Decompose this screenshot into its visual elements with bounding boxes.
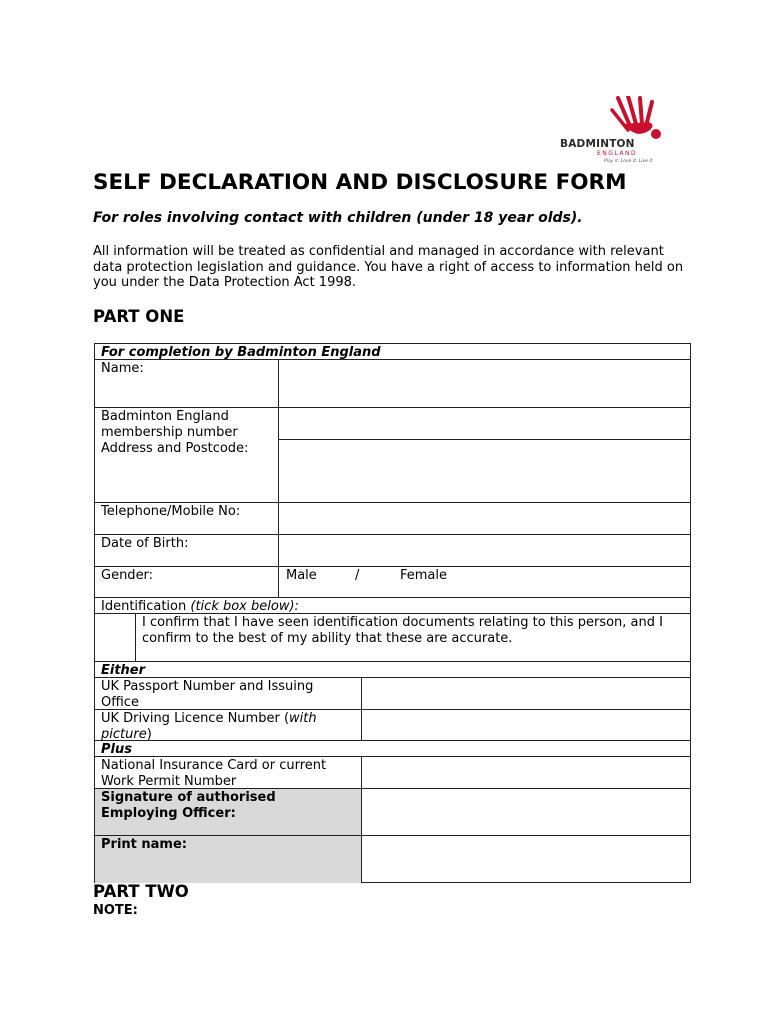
part-one-table [94, 343, 691, 883]
part-one-heading: PART ONE [93, 307, 185, 326]
membership-field[interactable] [279, 408, 691, 439]
telephone-label: Telephone/Mobile No: [101, 504, 241, 519]
address-label: Address and Postcode: [101, 441, 249, 456]
licence-field[interactable] [362, 710, 691, 740]
gender-options [279, 567, 691, 597]
ni-field[interactable] [362, 757, 691, 788]
confirm-tick-box[interactable] [95, 614, 135, 661]
membership-label: Badminton England membership number [101, 409, 238, 440]
identification-label: Identification [101, 599, 187, 614]
logo-subtitle: ENGLAND [597, 150, 638, 157]
identification-hint: (tick box below): [190, 599, 299, 614]
address-field[interactable] [279, 440, 691, 502]
print-name-label: Print name: [101, 837, 187, 852]
licence-hint: with picture [101, 711, 317, 742]
page-subtitle: For roles involving contact with children (under 18 year olds). [93, 210, 583, 226]
note-label: NOTE: [93, 903, 138, 918]
licence-label-text: UK Driving Licence Number ( [101, 711, 290, 726]
telephone-field[interactable] [279, 503, 691, 534]
gender-separator: / [355, 568, 360, 583]
plus-label: Plus [101, 742, 132, 757]
completion-header: For completion by Badminton England [101, 345, 381, 360]
passport-label: UK Passport Number and Issuing Office [101, 679, 314, 710]
signature-label: Signature of authorised Employing Officer: [101, 790, 276, 821]
licence-label [95, 710, 361, 742]
name-label: Name: [101, 361, 144, 376]
dob-label: Date of Birth: [101, 536, 189, 551]
ni-label: National Insurance Card or current Work Permit Number [101, 758, 327, 789]
passport-field[interactable] [362, 678, 691, 709]
intro-paragraph: All information will be treated as confidential and managed in accordance with relevant data protection legislation and guidance. You have a right of access to information held on you under the Data Protection Act 1998. [93, 244, 684, 290]
licence-close: ) [146, 726, 152, 742]
shuttlecock-hand-icon [610, 96, 666, 144]
identification-row [95, 598, 691, 615]
print-name-field[interactable] [362, 836, 691, 883]
gender-female-option[interactable]: Female [400, 568, 448, 583]
part-two-heading: PART TWO [93, 882, 189, 901]
page-title: SELF DECLARATION AND DISCLOSURE FORM [93, 170, 627, 195]
badminton-england-logo [560, 96, 670, 168]
logo-tagline: Play it. Love it. Live it. [604, 159, 654, 164]
logo-name: BADMINTON [560, 138, 635, 150]
gender-label: Gender: [101, 568, 154, 583]
confirm-statement: I confirm that I have seen identification documents relating to this person, and I confirm to the best of my ability that these are accurate. [142, 615, 663, 646]
either-label: Either [101, 663, 146, 678]
dob-field[interactable] [279, 535, 691, 566]
signature-field[interactable] [362, 789, 691, 835]
gender-male-option[interactable]: Male [286, 568, 317, 583]
name-field[interactable] [279, 360, 691, 407]
